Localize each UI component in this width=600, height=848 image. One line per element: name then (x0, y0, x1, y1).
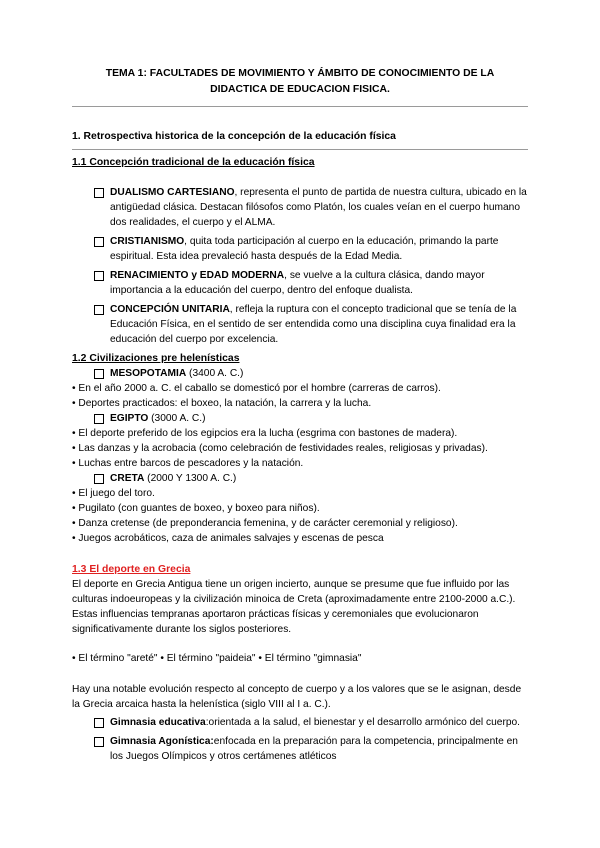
list-item (72, 715, 528, 730)
civ-term: MESOPOTAMIA (110, 368, 187, 379)
checkbox-icon (94, 305, 104, 315)
bullet-line: • Pugilato (con guantes de boxeo, y boxeo para niños). (72, 503, 320, 514)
checkbox-icon (94, 369, 104, 379)
checkbox-icon (94, 737, 104, 747)
item-term: RENACIMIENTO y EDAD MODERNA (110, 270, 285, 281)
item-term: CONCEPCIÓN UNITARIA (110, 304, 230, 315)
civ-date: (3000 A. C.) (148, 413, 206, 424)
item-text: , se vuelve a la cultura clásica, dando mayor importancia a la educación del cuerpo, dentro del enfoque dualista. (110, 270, 485, 296)
item-term: Gimnasia educativa (110, 717, 206, 728)
item-term: Gimnasia Agonística: (110, 736, 214, 747)
item-text: , representa el punto de partida de nuestra cultura, ubicado en la antigüedad clásica. Destacan filósofos como Platón, los cuales veían en el cuerpo humano dos realidades, el cuerpo y el ALMA. (110, 187, 527, 228)
list-item (72, 268, 528, 298)
section-1-heading: 1. Retrospectiva historica de la concepción de la educación física (72, 131, 396, 142)
checkbox-icon (94, 474, 104, 484)
section-1-divider (72, 149, 528, 150)
item-text: :orientada a la salud, el bienestar y el desarrollo armónico del cuerpo. (205, 717, 520, 728)
civilizaciones-list (72, 366, 528, 546)
item-term: CRISTIANISMO (110, 236, 185, 247)
list-item (72, 734, 528, 764)
doc-title-line1: TEMA 1: FACULTADES DE MOVIMIENTO Y ÁMBITO DE CONOCIMIENTO DE LA (105, 68, 495, 79)
grecia-paragraph-2: Hay una notable evolución respecto al concepto de cuerpo y a los valores que se le asignan, desde la Grecia arcaica hasta la helenística (siglo VIII al I a. C.). (72, 684, 522, 710)
bullet-line: • En el año 2000 a. C. el caballo se domesticó por el hombre (carreras de carros). (72, 383, 441, 394)
title-divider (72, 106, 528, 107)
civ-date: (2000 Y 1300 A. C.) (144, 473, 237, 484)
subsection-1-3-heading: 1.3 El deporte en Grecia (72, 564, 191, 575)
list-item (72, 185, 528, 230)
list-item (72, 411, 528, 426)
checkbox-icon (94, 414, 104, 424)
concepcion-list (72, 185, 528, 347)
list-item (72, 471, 528, 486)
list-item (72, 302, 528, 347)
bullet-line: • El deporte preferido de los egipcios era la lucha (esgrima con bastones de madera). (72, 428, 458, 439)
bullet-line: • Luchas entre barcos de pescadores y la natación. (72, 458, 304, 469)
document-page (72, 66, 528, 764)
checkbox-icon (94, 271, 104, 281)
item-text: enfocada en la preparación para la competencia, principalmente en los Juegos Olímpicos y otros certámenes atléticos (110, 736, 518, 762)
bullet-line: • Deportes practicados: el boxeo, la natación, la carrera y la lucha. (72, 398, 372, 409)
list-item (72, 366, 528, 381)
item-term: DUALISMO CARTESIANO (110, 187, 235, 198)
civ-term: EGIPTO (110, 413, 149, 424)
checkbox-icon (94, 237, 104, 247)
grecia-terms-line: • El término "areté" • El término "paideia" • El término "gimnasia" (72, 653, 362, 664)
subsection-1-2-heading: 1.2 Civilizaciones pre helenísticas (72, 353, 240, 364)
list-item (72, 234, 528, 264)
gimnasia-list (72, 715, 528, 764)
item-text: , quita toda participación al cuerpo en la educación, primando la parte espiritual. Esta idea prevaleció hasta después de la Edad Media. (110, 236, 499, 262)
item-text: , refleja la ruptura con el concepto tradicional que se tenía de la Educación Física, en el sentido de ser entendida como una disciplina cuya finalidad era la educación del cuerpo por excelencia. (110, 304, 517, 345)
civ-term: CRETA (110, 473, 145, 484)
checkbox-icon (94, 718, 104, 728)
bullet-line: • Juegos acrobáticos, caza de animales salvajes y escenas de pesca (72, 533, 384, 544)
civ-date: (3400 A. C.) (186, 368, 244, 379)
subsection-1-1-heading: 1.1 Concepción tradicional de la educación física (72, 157, 315, 168)
grecia-paragraph-1: El deporte en Grecia Antigua tiene un origen incierto, aunque se presume que fue influido por las culturas indoeuropeas y la civilización minoica de Creta (aproximadamente entre 2100-2000 a.C.). Estas influencias tempranas aportaron prácticas físicas y ceremoniales que evolucionaron significativamente durante los siglos posteriores. (72, 579, 516, 635)
doc-title-line2: DIDACTICA DE EDUCACION FISICA. (210, 84, 390, 95)
bullet-line: • Las danzas y la acrobacia (como celebración de festividades reales, religiosas y privadas). (72, 443, 488, 454)
bullet-line: • Danza cretense (de preponderancia femenina, y de carácter ceremonial y religioso). (72, 518, 458, 529)
checkbox-icon (94, 188, 104, 198)
bullet-line: • El juego del toro. (72, 488, 155, 499)
doc-title (72, 66, 528, 98)
